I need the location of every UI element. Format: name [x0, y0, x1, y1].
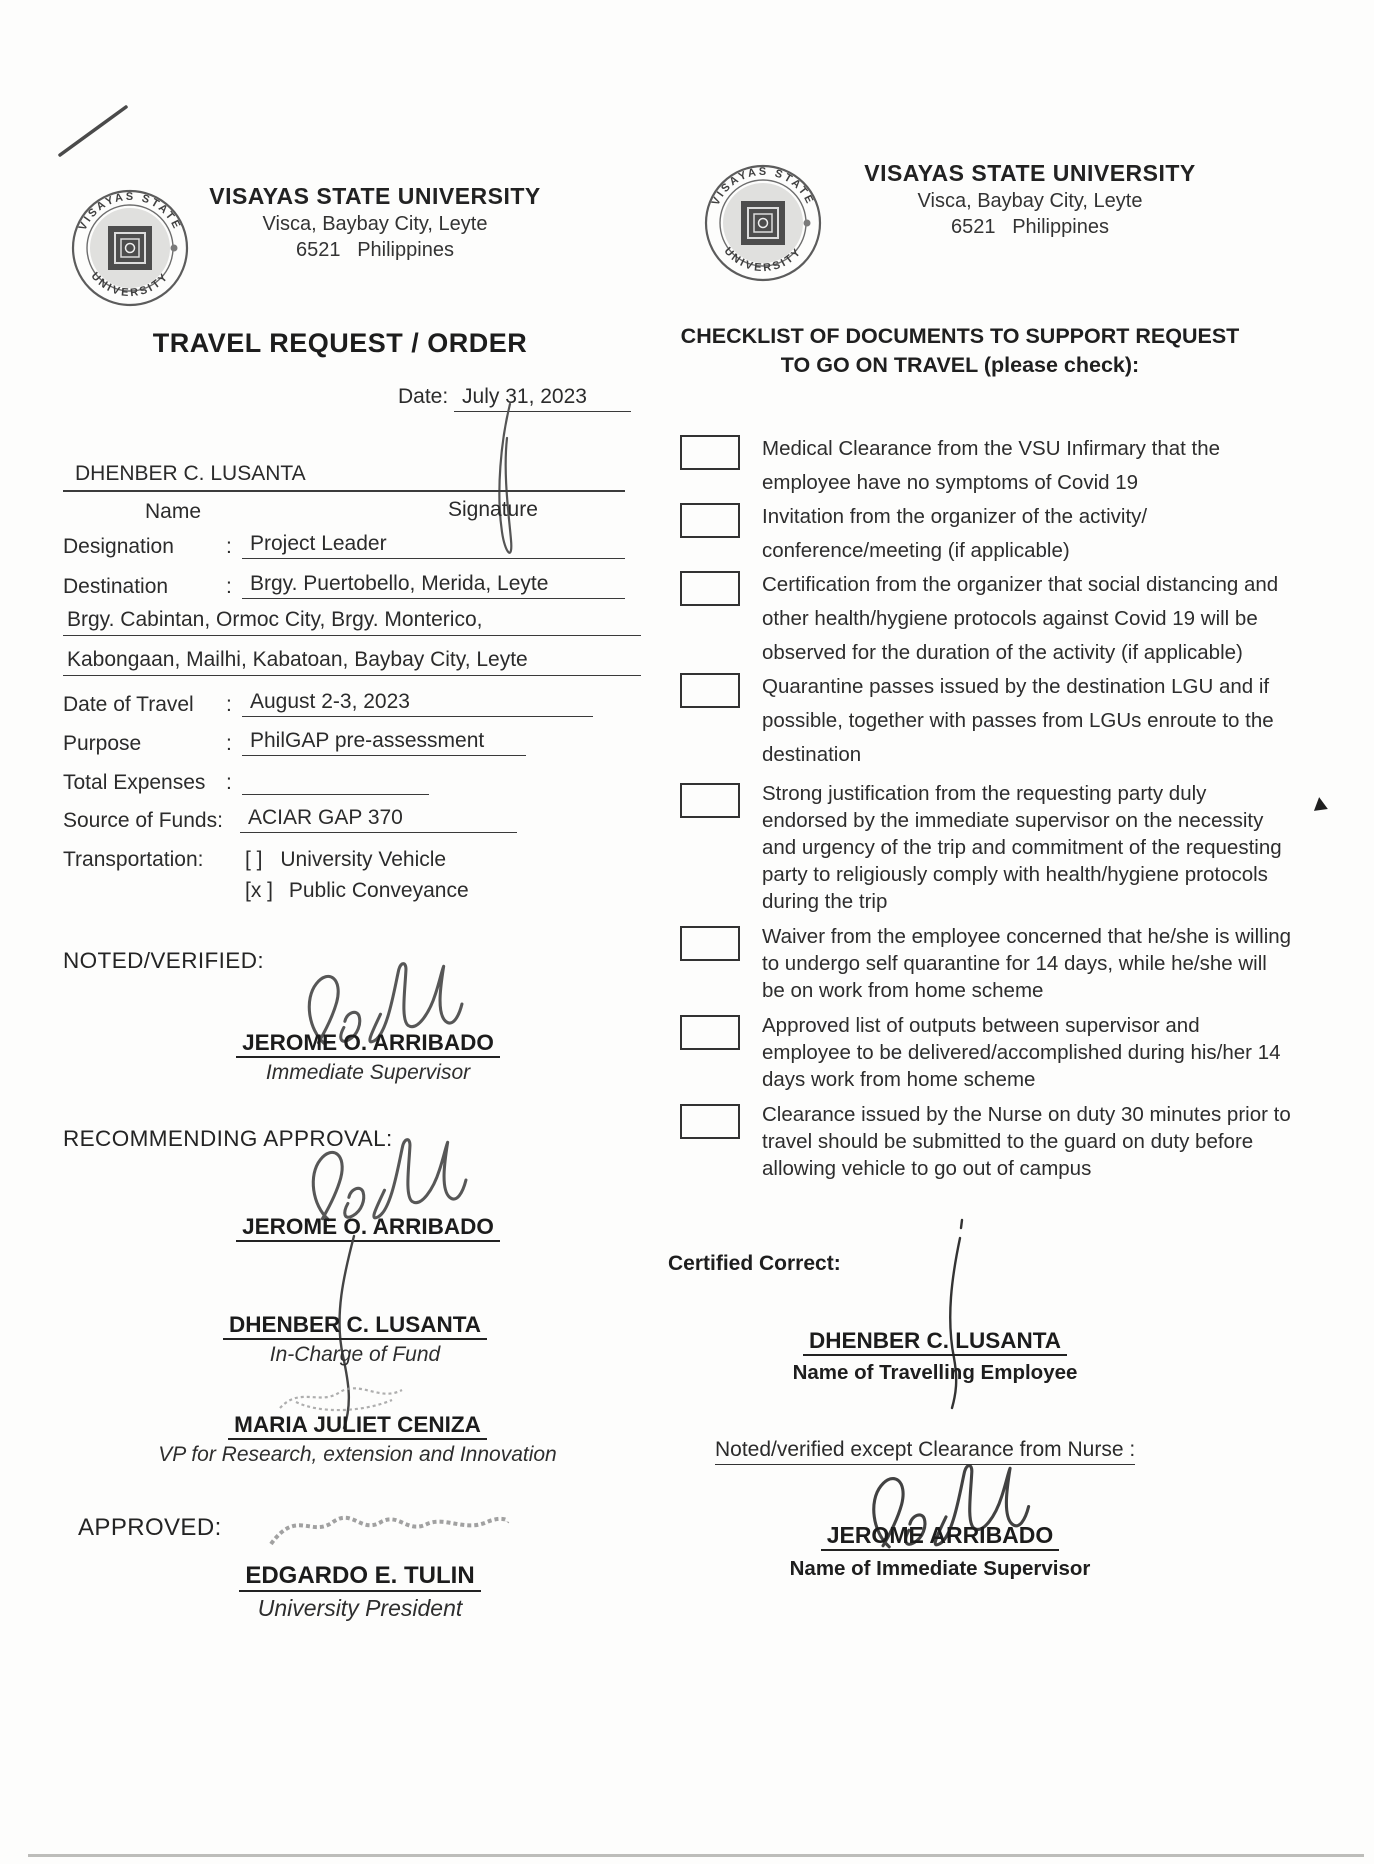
seal-arc-top-text: VISAYAS STATE [76, 190, 184, 233]
purpose-value: PhilGAP pre-assessment [242, 729, 526, 756]
total-expenses-row [63, 768, 625, 795]
checklist-item-text: Strong justification from the requesting party duly endorsed by the immediate supervisor on the necessity and urgency of the trip and commitment of the requesting party to religiously comply with health/hygiene protocols during the trip [762, 782, 1282, 913]
recommending-name-3: MARIA JULIET CENIZA [228, 1412, 487, 1440]
checkbox[interactable] [680, 783, 740, 818]
recommending-name-1: JEROME O. ARRIBADO [236, 1214, 500, 1242]
name-label: Name [145, 500, 202, 523]
transport-option-public-conveyance [245, 879, 469, 903]
recommending-title-2: In-Charge of Fund [269, 1343, 441, 1366]
date-label: Date: [398, 385, 449, 408]
checklist-item-text: Medical Clearance from the VSU Infirmary that the employee have no symptoms of Covid 19 [762, 437, 1221, 494]
total-expenses-label: Total Expenses [63, 771, 206, 794]
pen-stroke-mark [56, 103, 130, 159]
university-address: Visca, Baybay City, Leyte [917, 190, 1143, 212]
header-left [205, 183, 545, 262]
checklist-item-text: Invitation from the organizer of the activity/ conference/meeting (if applicable) [762, 505, 1148, 562]
destination-row [63, 572, 625, 599]
colon: : [226, 693, 232, 716]
president-title: University President [257, 1595, 463, 1621]
transport-option-label: University Vehicle [280, 848, 447, 871]
checklist-item [680, 500, 1340, 568]
checklist-item-text: Certification from the organizer that social distancing and other health/hygiene protocols against Covid 19 will be observed for the duration of the activity (if applicable) [762, 573, 1279, 664]
travelling-employee-name: DHENBER C. LUSANTA [803, 1328, 1067, 1356]
travelling-employee-title: Name of Travelling Employee [792, 1361, 1078, 1384]
university-name: VISAYAS STATE UNIVERSITY [864, 160, 1196, 186]
recommending-name-2: DHENBER C. LUSANTA [223, 1312, 487, 1340]
checklist-title [600, 322, 1320, 380]
total-expenses-value[interactable] [242, 768, 429, 795]
recommending-approval-label: RECOMMENDING APPROVAL: [63, 1126, 393, 1151]
checklist-item [680, 780, 1340, 915]
date-of-travel-row [63, 690, 593, 717]
colon: : [226, 575, 232, 598]
checklist-item [680, 670, 1340, 772]
checklist-item [680, 1101, 1340, 1182]
supervisor-title: Immediate Supervisor [265, 1061, 471, 1084]
checklist-item [680, 923, 1340, 1004]
vsu-seal-left [70, 188, 190, 308]
checklist-item-text: Clearance issued by the Nurse on duty 30 minutes prior to travel should be submitted to the guard on duty before allowing vehicle to go out of campus [762, 1103, 1291, 1180]
signature-label: Signature [448, 498, 538, 521]
university-postal: 6521 Philippines [296, 239, 454, 261]
header-right [830, 160, 1230, 239]
recommending-title-3: VP for Research, extension and Innovation [158, 1443, 557, 1466]
colon: : [226, 732, 232, 755]
transport-option-label: Public Conveyance [288, 879, 469, 902]
designation-label: Designation [63, 535, 174, 558]
colon: : [226, 535, 232, 558]
checklist-item [680, 432, 1340, 500]
seal-arc-bottom-text: UNIVERSITY [88, 270, 172, 300]
traveller-name: DHENBER C. LUSANTA [75, 462, 306, 485]
destination-value: Brgy. Puertobello, Merida, Leyte [242, 572, 625, 599]
transport-option-university-vehicle [245, 848, 446, 872]
immediate-supervisor-name: JEROME ARRIBADO [821, 1522, 1060, 1551]
approved-signer [190, 1562, 530, 1622]
source-of-funds-label: Source of Funds: [63, 809, 223, 832]
university-postal: 6521 Philippines [951, 216, 1109, 238]
source-of-funds-row [63, 806, 625, 833]
checkbox[interactable] [680, 1015, 740, 1050]
checklist [680, 432, 1340, 1182]
signature-recommending-1 [300, 1132, 468, 1226]
date-of-travel-value: August 2-3, 2023 [242, 690, 593, 717]
colon: : [226, 771, 232, 794]
checklist-title-line1: CHECKLIST OF DOCUMENTS TO SUPPORT REQUEST [680, 324, 1240, 348]
scan-edge-line [28, 1854, 1364, 1857]
checkbox[interactable] [680, 435, 740, 470]
date-value: July 31, 2023 [454, 385, 631, 412]
immediate-supervisor-title: Name of Immediate Supervisor [789, 1557, 1091, 1580]
university-address: Visca, Baybay City, Leyte [262, 213, 488, 235]
checkbox-public-conveyance[interactable]: [x ] [245, 879, 274, 902]
checklist-item-text: Waiver from the employee concerned that he/she is willing to undergo self quarantine for 14 days, while he/she will be on work from home scheme [762, 925, 1292, 1002]
source-of-funds-value: ACIAR GAP 370 [240, 806, 517, 833]
president-name: EDGARDO E. TULIN [239, 1562, 480, 1592]
destination-line2: Brgy. Cabintan, Ormoc City, Brgy. Monterico, [63, 608, 641, 636]
designation-value: Project Leader [242, 532, 625, 559]
purpose-row [63, 729, 625, 756]
form-title: TRAVEL REQUEST / ORDER [152, 328, 528, 358]
seal-arc-top-text: VISAYAS STATE [709, 165, 817, 208]
checkbox[interactable] [680, 673, 740, 708]
checklist-item [680, 568, 1340, 670]
stray-ink-mark [1312, 796, 1328, 811]
certified-signer [770, 1328, 1100, 1385]
checklist-item-text: Quarantine passes issued by the destination LGU and if possible, together with passes from LGUs enroute to the destination [762, 675, 1274, 766]
checkbox[interactable] [680, 926, 740, 961]
checkbox[interactable] [680, 571, 740, 606]
approved-label: APPROVED: [78, 1514, 222, 1541]
noted-verified-label: NOTED/VERIFIED: [63, 948, 265, 973]
noted-except-label: Noted/verified except Clearance from Nurse : [715, 1438, 1135, 1465]
supervisor-name: JEROME O. ARRIBADO [236, 1030, 500, 1058]
checkbox[interactable] [680, 503, 740, 538]
checklist-item [680, 1012, 1340, 1093]
certified-correct-label: Certified Correct: [668, 1252, 841, 1275]
transportation-label: Transportation: [63, 848, 204, 871]
destination-line3: Kabongaan, Mailhi, Kabatoan, Baybay City, Leyte [63, 648, 641, 676]
noted-except-signer [775, 1522, 1105, 1581]
destination-label: Destination [63, 575, 169, 598]
designation-row [63, 532, 625, 559]
name-signature-line [63, 462, 625, 492]
noted-verified-signer [200, 1030, 536, 1085]
signature-university-president [262, 1492, 514, 1562]
purpose-label: Purpose [63, 732, 142, 755]
seal-arc-bottom-text: UNIVERSITY [721, 245, 805, 275]
vsu-seal-right [703, 163, 823, 283]
recommending-signer-3 [130, 1412, 585, 1467]
recommending-signer-2 [185, 1312, 525, 1367]
checklist-title-line2: TO GO ON TRAVEL (please check): [780, 353, 1140, 377]
checkbox[interactable] [680, 1104, 740, 1139]
checkbox-university-vehicle[interactable]: [ ] [245, 848, 263, 871]
date-of-travel-label: Date of Travel [63, 693, 194, 716]
university-name: VISAYAS STATE UNIVERSITY [209, 183, 541, 209]
checklist-item-text: Approved list of outputs between supervisor and employee to be delivered/accomplished during his/her 14 days work from home scheme [762, 1014, 1281, 1091]
